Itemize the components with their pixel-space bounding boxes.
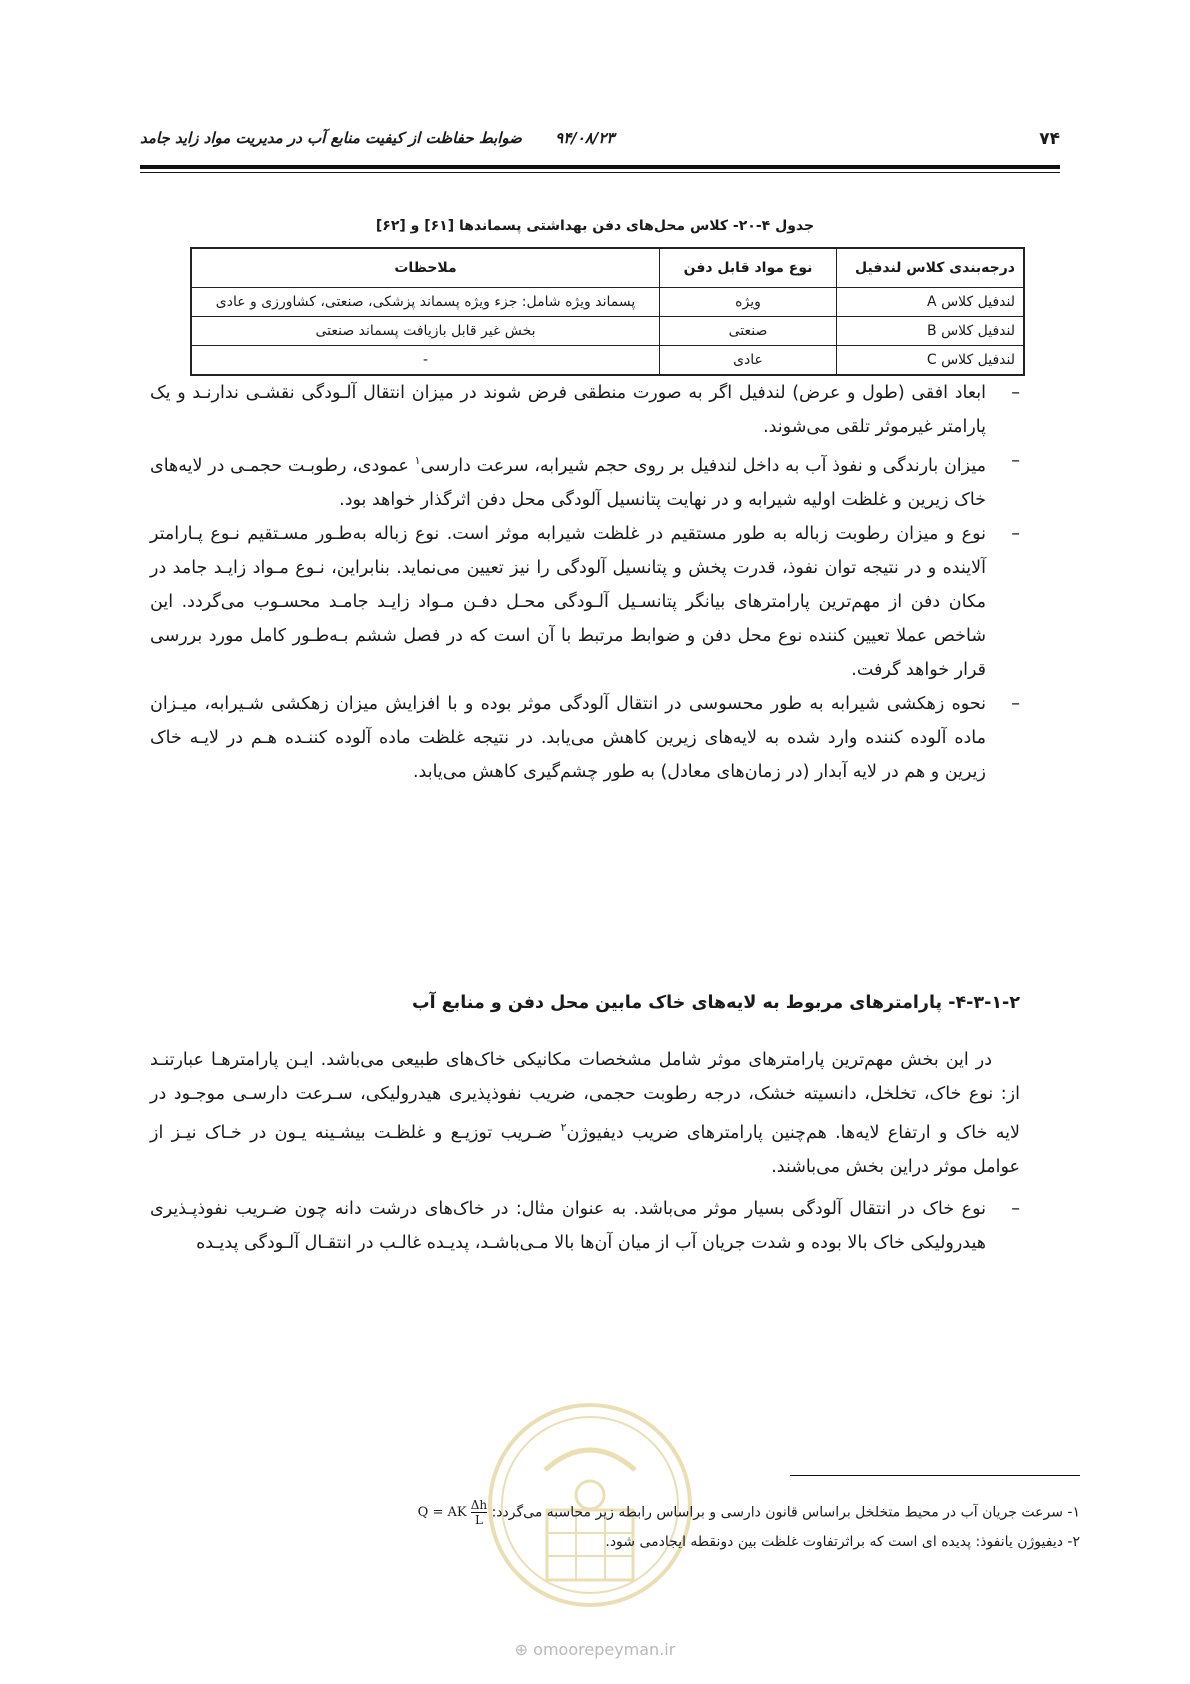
table-row [191,288,1024,317]
table-cell: صنعتی [660,317,837,346]
table-cell: لندفیل کلاس C [837,346,1025,376]
list-item [150,687,1020,789]
paragraph-text: در این بخش مهم‌ترین پارامترهای موثر شامل مشخصات مکانیکی خاک‌های طبیعی می‌باشد. ایـن پارامترهـا عبارتنـد از: نوع خاک، تخلخل، دانسیته خشک، درجه رطوبت حجمی، ضریب نفوذپذیری هیدرولیکی، سـرعت دارسـی موجـود در لایه خاک و ارتفاع لایه‌ها. هم‌چنین پارامترهای ضریب دیفیوژن [150,1050,1020,1143]
footnote-rule [790,1475,1080,1476]
formula-denominator: L [474,1513,483,1527]
table-header-cell: ملاحظات [191,248,660,288]
footnote-ref-2: ۲ [560,1121,567,1134]
formula-fraction [471,1498,487,1527]
footnote-2: ۲- دیفیوژن یانفوذ: پدیده ای است که براثرتفاوت غلظت بین دونقطه ایجادمی شود. [605,1534,1080,1550]
running-header [140,125,1060,161]
page-number: ۷۴ [1039,129,1060,149]
table-cell: پسماند ویژه شامل: جزء ویژه پسماند پزشکی، صنعتی، کشاورزی و عادی [191,288,660,317]
table-cell: عادی [660,346,837,376]
bullet-list [150,376,1020,789]
footnote-1-text: ۱- سرعت جریان آب در محیط متخلخل براساس قانون دارسی و براساس رابطه زیر محاسبه می‌گردد: [491,1504,1080,1521]
dash-marker: – [1011,523,1020,544]
table-cell: لندفیل کلاس A [837,288,1025,317]
table-cell: بخش غیر قابل بازیافت پسماند صنعتی [191,317,660,346]
table-header-cell: درجه‌بندی کلاس لندفیل [837,248,1025,288]
section-heading: ۴-۳-۱-۲- پارامترهای مربوط به لایه‌های خاک مابین محل دفن و منابع آب [412,993,1020,1013]
running-title [140,129,614,147]
dash-marker: – [1011,1199,1020,1219]
bullet-text-continued: عمودی، رطوبـت حجمـی در لایه‌های خاک زیرین و غلظت اولیه شیرابه و در نهایت پتانسیل آلودگی محل دفن اثرگذار خواهد بود. [150,455,986,510]
globe-icon: ⊕ [514,1640,529,1659]
watermark-site [0,1640,1190,1659]
table-header-row [191,248,1024,288]
list-item [150,1192,1020,1260]
footnote-ref-1: ۱ [414,454,421,467]
dash-marker: – [1011,451,1020,471]
header-rule-thin [140,172,1060,173]
running-title-text: ضوابط حفاظت از کیفیت منابع آب در مدیریت مواد زاید جامد [140,129,522,147]
list-item [150,517,1020,687]
bullet-text: ابعاد افقی (طول و عرض) لندفیل اگر به صورت منطقی فرض شوند در میزان انتقال آلـودگی نقشـی ندارنـد و یک پارامتر غیرموثر تلقی می‌شوند. [150,383,986,437]
bullet-text: میزان بارندگی و نفوذ آب به داخل لندفیل بر روی حجم شیرابه، سرعت دارسی [420,455,986,476]
list-item [150,444,1020,517]
list-item [150,376,1020,444]
formula-numerator: Δh [470,1498,488,1512]
table-row [191,346,1024,376]
dash-marker: – [1011,383,1020,403]
table-cell: لندفیل کلاس B [837,317,1025,346]
landfill-class-table [190,247,1025,376]
bullet-text: نوع خاک در انتقال آلودگی بسیار موثر می‌باشد. به عنوان مثال: در خاک‌های درشت دانه چون ضـریب نفوذپـذیری هیدرولیکی خاک بالا بوده و شدت جریان آب از میان آن‌ها بالا مـی‌باشـد، پدیـده غالـب در انتقـال آلـودگی پدیـده [150,1199,986,1253]
running-title-date: ۹۴/۰۸/۲۳ [555,129,615,147]
header-rule-thick [140,165,1060,169]
watermark-url: omoorepeyman.ir [533,1640,676,1659]
footnote-1 [180,1498,1080,1527]
table-cell: - [191,346,660,376]
bullet-list-2 [150,1192,1020,1260]
table-cell: ویژه [660,288,837,317]
darcy-formula [418,1498,487,1527]
bullet-text: نوع و میزان رطوبت زباله به طور مستقیم در غلظت شیرابه موثر است. نوع زباله به‌طـور مسـتقیم نـوع پـارامتر آلاینده و در نتیجه توان نفوذ، قدرت پخش و پتانسیل آلودگی را نیز تعیین می‌نماید. بنابراین، نـوع مـواد زایـد جامد در مکان دفن از مهم‌ترین پارامترهای بیانگر پتانسـیل آلـودگی محـل دفـن مـواد زایـد جامـد محسـوب می‌گردد. این شاخص عملا تعیین کننده نوع محل دفن و ضوابط مرتبط با آن است که در فصل ششم بـه‌طـور کامل مورد بررسی قرار خواهد گرفت. [150,523,986,680]
body-paragraph [150,1043,1020,1184]
table-caption: جدول ۴-۲۰- کلاس محل‌های دفن بهداشتی پسماندها [۶۱] و [۶۲] [375,218,815,234]
paragraph-text-continued: ضـریب توزیـع و غلظـت بیشـینه یـون در خـاک نیـز از عوامل موثر دراین بخش می‌باشند. [150,1122,1020,1177]
bullet-text: نحوه زهکشی شیرابه به طور محسوسی در انتقال آلودگی موثر بوده و با افزایش میزان زهکشی شـیرابه، میـزان ماده آلوده کننده وارد شده به لایه‌های زیرین کاهش می‌یابد. در نتیجه غلظت ماده آلوده کننـده هـم در لایـه خاک زیرین و هم در لایه آبدار (در زمان‌های معادل) به طور چشم‌گیری کاهش می‌یابد. [150,693,986,782]
dash-marker: – [1011,693,1020,714]
table-row [191,317,1024,346]
table-header-cell: نوع مواد قابل دفن [660,248,837,288]
formula-lhs: Q = AK [417,1505,467,1520]
